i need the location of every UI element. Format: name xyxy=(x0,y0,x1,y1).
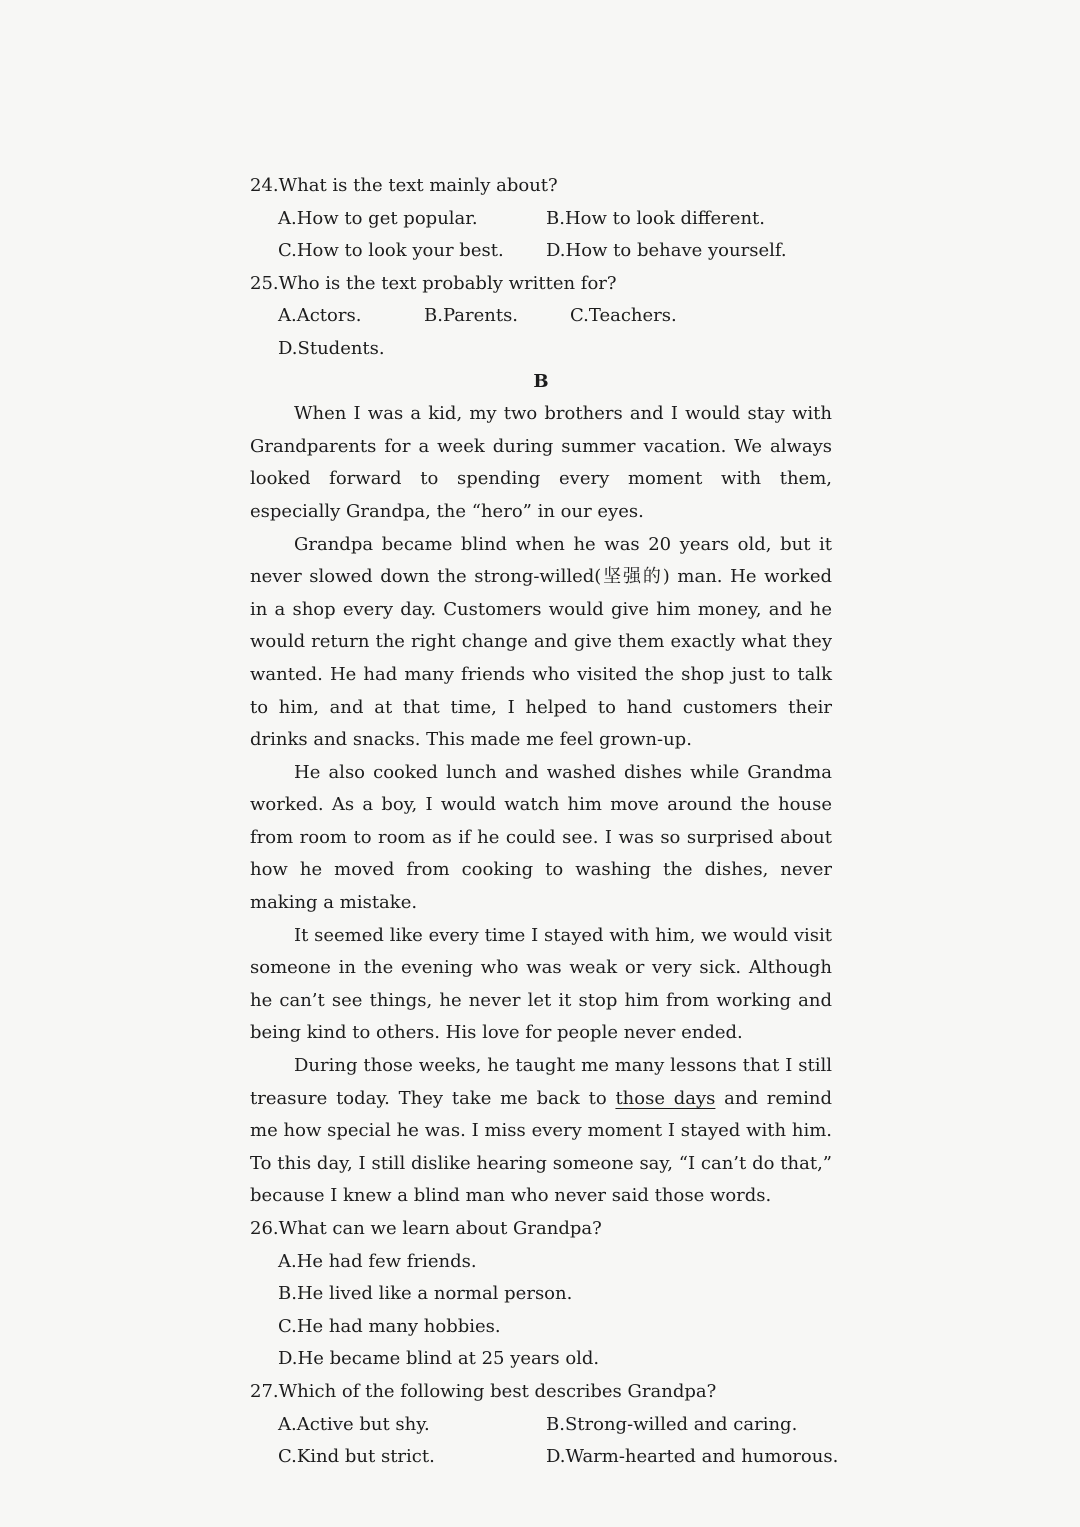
option-b: B.Parents. xyxy=(424,305,519,327)
options xyxy=(250,1246,832,1376)
question-25 xyxy=(250,268,832,366)
passage-paragraph-4: It seemed like every time I stayed with him, we would visit someone in the evening who was weak or very sick. Although he can’t see things, he never let it stop him from working and being kind to others. His love for people never ended. xyxy=(250,924,832,1044)
question-number: 27. xyxy=(250,1380,279,1402)
question-text: What is the text mainly about? xyxy=(278,175,558,196)
underlined-phrase: those days xyxy=(615,1087,716,1109)
passage-paragraph-5: During those weeks, he taught me many lessons that I still treasure today. They take me back to those days and remind me how special he was. I miss every moment I stayed with him. To this day, I still dislike hearing someone say, “I can’t do that,” because I knew a blind man who never said those words. xyxy=(250,1055,832,1207)
question-text: Who is the text probably written for? xyxy=(278,272,617,294)
option-a: A.Active but shy. xyxy=(278,1413,430,1435)
question-number: 26. xyxy=(250,1218,279,1239)
passage-paragraph-1: When I was a kid, my two brothers and I would stay with Grandparents for a week during summer vacation. We always looked forward to spending every moment with them, especially Grandpa, the “hero” in our eyes. xyxy=(250,403,832,522)
option-d: D.Students. xyxy=(278,337,385,359)
question-text: What can we learn about Grandpa? xyxy=(278,1218,602,1239)
option-c: C.He had many hobbies. xyxy=(278,1315,501,1337)
question-27 xyxy=(250,1376,839,1474)
option-d: D.Warm-hearted and humorous. xyxy=(546,1446,839,1468)
question-number: 25. xyxy=(250,272,279,294)
question-stem xyxy=(250,268,832,301)
question-stem xyxy=(250,1213,832,1246)
option-d: D.How to behave yourself. xyxy=(546,240,787,262)
question-26 xyxy=(250,1213,832,1376)
question-stem xyxy=(250,170,832,203)
passage-paragraph-2: Grandpa became blind when he was 20 years old, but it never slowed down the strong-willed(坚强的) man. He worked in a shop every day. Customers would give him money, and he would return the right change and give them exactly what they wanted. He had many friends who visited the shop just to talk to him, and at that time, I helped to hand customers their drinks and snacks. This made me feel grown-up. xyxy=(250,533,832,751)
options xyxy=(250,300,832,365)
option-c: C.How to look your best. xyxy=(278,240,504,262)
option-c: C.Kind but strict. xyxy=(278,1446,435,1468)
page-content xyxy=(250,170,839,1474)
option-d: D.He became blind at 25 years old. xyxy=(278,1348,600,1370)
section-title: B xyxy=(533,370,549,392)
options xyxy=(250,203,832,268)
passage-paragraph-3: He also cooked lunch and washed dishes while Grandma worked. As a boy, I would watch him move around the house from room to room as if he could see. I was so surprised about how he moved from cooking to washing the dishes, never making a mistake. xyxy=(250,761,832,914)
question-stem xyxy=(250,1376,832,1409)
options xyxy=(250,1409,839,1474)
option-c: C.Teachers. xyxy=(570,305,677,327)
option-a: A.How to get popular. xyxy=(278,207,478,229)
question-24 xyxy=(250,170,832,268)
option-b: B.How to look different. xyxy=(546,207,765,229)
option-a: A.Actors. xyxy=(278,305,362,327)
reading-passage xyxy=(250,398,832,1213)
option-b: B.Strong-willed and caring. xyxy=(546,1413,798,1435)
question-number: 24. xyxy=(250,175,279,196)
option-a: A.He had few friends. xyxy=(278,1250,477,1272)
option-b: B.He lived like a normal person. xyxy=(278,1283,573,1305)
question-text: Which of the following best describes Grandpa? xyxy=(278,1380,717,1402)
